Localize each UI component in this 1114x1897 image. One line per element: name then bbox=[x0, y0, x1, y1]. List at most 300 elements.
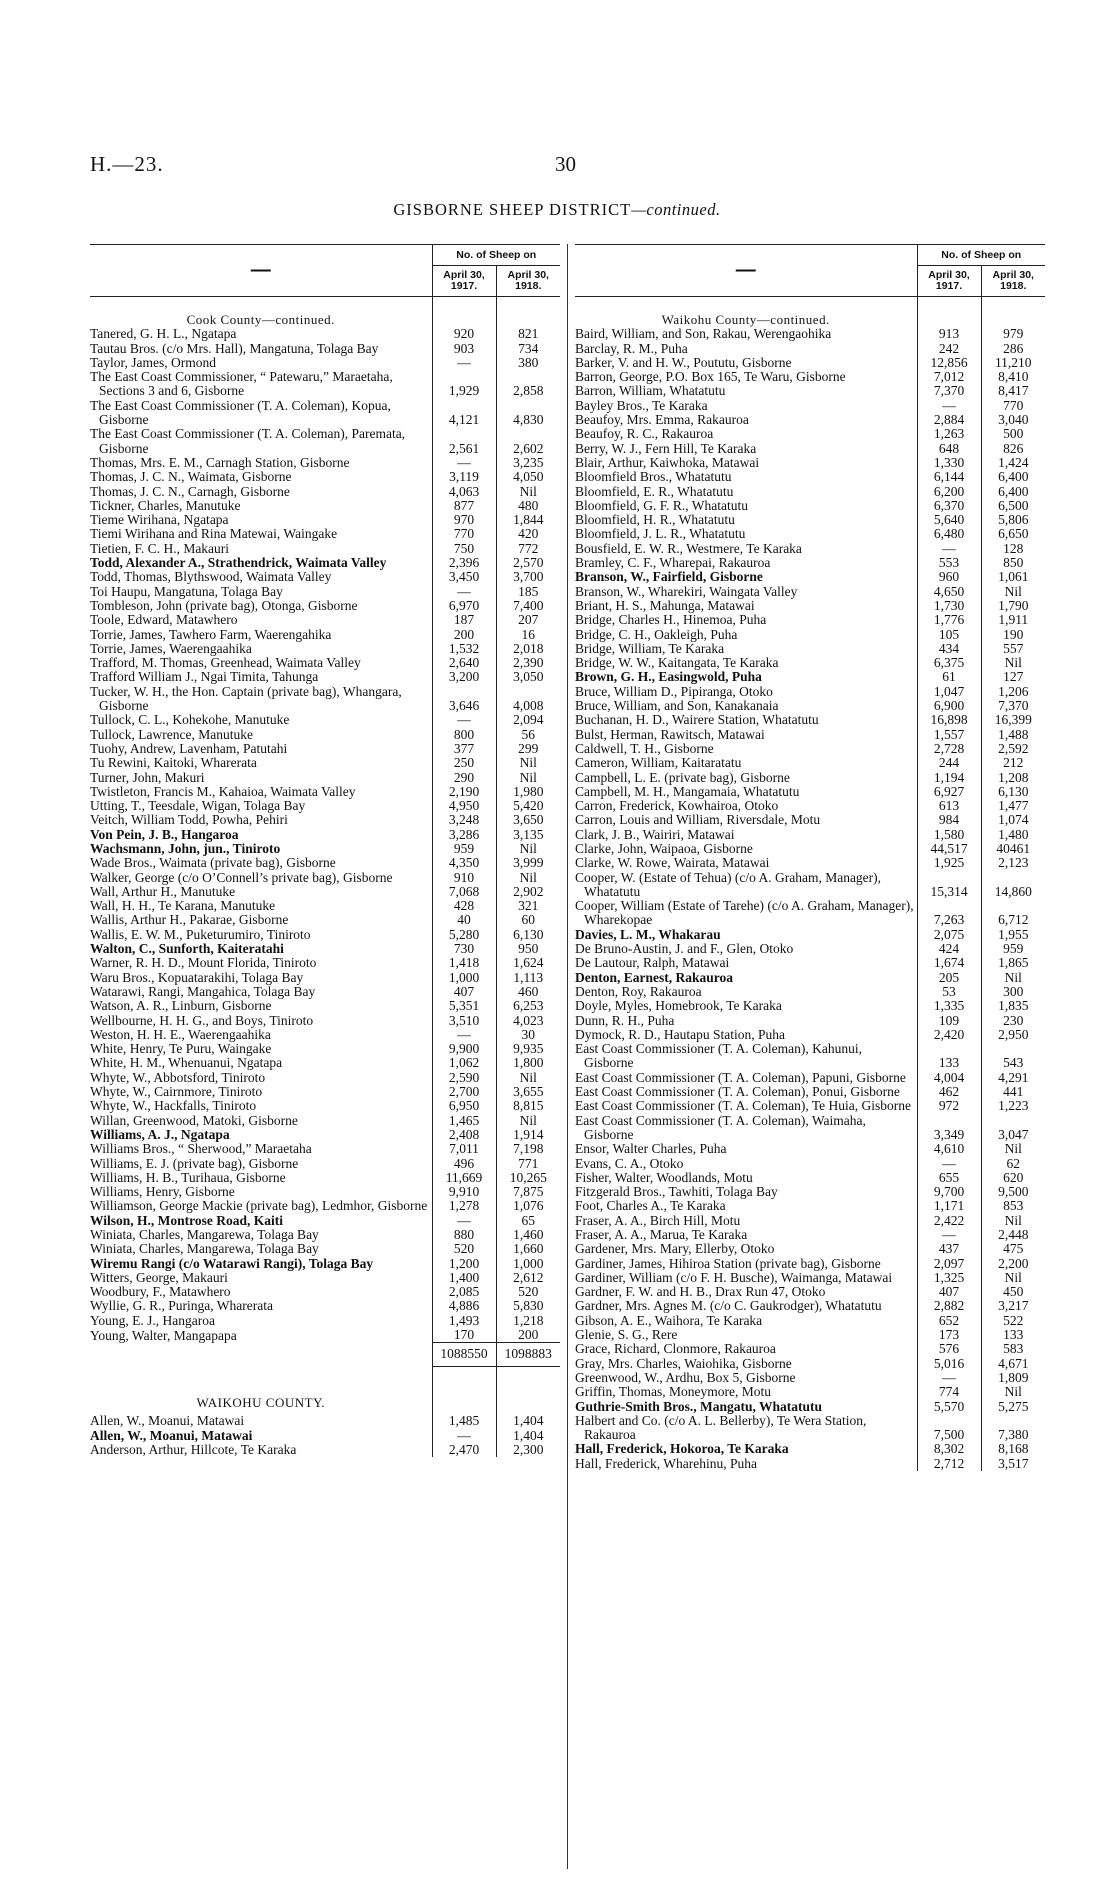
sheep-1918: 380 bbox=[496, 356, 560, 370]
owner-name: Baird, William, and Son, Rakau, Werengaohika bbox=[575, 326, 832, 342]
sheep-1918: 1,460 bbox=[496, 1228, 560, 1242]
sheep-1917: 2,728 bbox=[917, 742, 981, 756]
sheep-1917: 652 bbox=[917, 1314, 981, 1328]
sheep-1918: 420 bbox=[496, 527, 560, 541]
sheep-1918: 1,809 bbox=[981, 1371, 1045, 1385]
total-1917: 1088550 bbox=[432, 1343, 496, 1366]
owner-name: Berry, W. J., Fern Hill, Te Karaka bbox=[575, 440, 757, 456]
sheep-1917: — bbox=[432, 1214, 496, 1228]
sheep-1917: 2,396 bbox=[432, 556, 496, 570]
county-total-row bbox=[90, 1343, 560, 1366]
sheep-1918: 2,570 bbox=[496, 556, 560, 570]
spacer-cell bbox=[496, 297, 560, 328]
table-row bbox=[90, 1443, 560, 1457]
owner-name: Barclay, R. M., Puha bbox=[575, 340, 688, 356]
sheep-1918: 3,047 bbox=[981, 1114, 1045, 1143]
table-row bbox=[90, 499, 560, 513]
spacer-cell bbox=[496, 1366, 560, 1414]
sheep-1918: 770 bbox=[981, 399, 1045, 413]
table-row bbox=[575, 1314, 1045, 1328]
table-row bbox=[90, 785, 560, 799]
owner-name: Ensor, Walter Charles, Puha bbox=[575, 1141, 727, 1157]
sheep-1917: 53 bbox=[917, 985, 981, 999]
sheep-1918: 2,390 bbox=[496, 656, 560, 670]
table-row bbox=[575, 828, 1045, 842]
table-row bbox=[575, 1028, 1045, 1042]
owner-name: Greenwood, W., Ardhu, Box 5, Gisborne bbox=[575, 1369, 796, 1385]
name-column-header: — bbox=[90, 245, 432, 297]
owner-name: Gardner, F. W. and H. B., Drax Run 47, Otoko bbox=[575, 1284, 826, 1300]
table-row bbox=[90, 928, 560, 942]
sheep-1918: 6,253 bbox=[496, 999, 560, 1013]
sheep-1917: 7,263 bbox=[917, 899, 981, 928]
left-column bbox=[90, 244, 560, 1457]
owner-name: Halbert and Co. (c/o A. L. Bellerby), Te Wera Station, Rakauroa bbox=[575, 1412, 867, 1443]
table-row bbox=[575, 527, 1045, 541]
sheep-1917: 613 bbox=[917, 799, 981, 813]
sheep-1918: 6,130 bbox=[981, 785, 1045, 799]
sheep-1917: 5,570 bbox=[917, 1400, 981, 1414]
sheep-1917: 972 bbox=[917, 1099, 981, 1113]
table-row bbox=[90, 642, 560, 656]
table-row bbox=[90, 342, 560, 356]
table-row bbox=[575, 456, 1045, 470]
owner-name: Tullock, Lawrence, Manutuke bbox=[90, 726, 253, 742]
sheep-1917: 1,000 bbox=[432, 971, 496, 985]
sheep-1918: 500 bbox=[981, 427, 1045, 441]
sheep-1918: 1,914 bbox=[496, 1128, 560, 1142]
sheep-1918: 200 bbox=[496, 1328, 560, 1343]
table-row bbox=[90, 1242, 560, 1256]
owner-name: Bulst, Herman, Rawitsch, Matawai bbox=[575, 726, 765, 742]
sheep-1918: 1,835 bbox=[981, 999, 1045, 1013]
sheep-1918: 1,480 bbox=[981, 828, 1045, 842]
table-row bbox=[575, 1371, 1045, 1385]
sheep-1917: 6,927 bbox=[917, 785, 981, 799]
table-row bbox=[575, 1342, 1045, 1356]
year-1917-header: April 30, 1917. bbox=[917, 266, 981, 297]
owner-name: Toi Haupu, Mangatuna, Tolaga Bay bbox=[90, 583, 283, 599]
owner-name: East Coast Commissioner (T. A. Coleman), Waimaha, Gisborne bbox=[575, 1112, 866, 1142]
page-title bbox=[0, 200, 1114, 220]
owner-name: Wilson, H., Montrose Road, Kaiti bbox=[90, 1212, 284, 1228]
table-row bbox=[575, 771, 1045, 785]
sheep-1917: 2,590 bbox=[432, 1071, 496, 1085]
sheep-1918: 557 bbox=[981, 642, 1045, 656]
table-row bbox=[90, 985, 560, 999]
sheep-1917: 913 bbox=[917, 327, 981, 341]
owner-name: Brown, G. H., Easingwold, Puha bbox=[575, 669, 762, 685]
owner-name: Winiata, Charles, Mangarewa, Tolaga Bay bbox=[90, 1227, 319, 1242]
table-row bbox=[575, 728, 1045, 742]
sheep-1917: 434 bbox=[917, 642, 981, 656]
table-row bbox=[90, 1157, 560, 1171]
sheep-1917: 576 bbox=[917, 1342, 981, 1356]
sheep-1917: 1,418 bbox=[432, 956, 496, 970]
sheep-1918: 8,410 bbox=[981, 370, 1045, 384]
owner-name: Branson, W., Fairfield, Gisborne bbox=[575, 569, 763, 585]
table-row bbox=[90, 1314, 560, 1328]
table-row bbox=[90, 956, 560, 970]
sheep-1918: 299 bbox=[496, 742, 560, 756]
owner-name: White, H. M., Whenuanui, Ngatapa bbox=[90, 1055, 283, 1071]
column-divider bbox=[567, 244, 568, 1869]
sheep-1917: 2,422 bbox=[917, 1214, 981, 1228]
sheep-1918: 7,400 bbox=[496, 599, 560, 613]
table-row bbox=[575, 670, 1045, 684]
sheep-1917: 9,910 bbox=[432, 1185, 496, 1199]
sheep-1918: 543 bbox=[981, 1042, 1045, 1071]
table-row bbox=[575, 1214, 1045, 1228]
sheep-1918: 4,023 bbox=[496, 1014, 560, 1028]
owner-name: Weston, H. H. E., Waerengaahika bbox=[90, 1026, 271, 1042]
sheep-1918: 127 bbox=[981, 670, 1045, 684]
sheep-1917: 5,280 bbox=[432, 928, 496, 942]
owner-name: Fitzgerald Bros., Tawhiti, Tolaga Bay bbox=[575, 1184, 778, 1200]
sheep-1918: 3,999 bbox=[496, 856, 560, 870]
sheep-1917: 6,970 bbox=[432, 599, 496, 613]
owner-name: Wyllie, G. R., Puringa, Wharerata bbox=[90, 1298, 274, 1314]
table-row bbox=[575, 642, 1045, 656]
sheep-1917: 12,856 bbox=[917, 356, 981, 370]
table-row bbox=[90, 1328, 560, 1343]
owner-name: Dunn, R. H., Puha bbox=[575, 1012, 675, 1028]
sheep-1917: 6,375 bbox=[917, 656, 981, 670]
owner-name: Todd, Thomas, Blythswood, Waimata Valley bbox=[90, 569, 332, 585]
table-row bbox=[90, 485, 560, 499]
owner-name: Foot, Charles A., Te Karaka bbox=[575, 1198, 726, 1214]
owner-name: Wallis, Arthur H., Pakarae, Gisborne bbox=[90, 912, 289, 928]
table-row bbox=[575, 1285, 1045, 1299]
sheep-1917: 877 bbox=[432, 499, 496, 513]
sheep-1917: 3,200 bbox=[432, 670, 496, 684]
sheep-1918: 734 bbox=[496, 342, 560, 356]
sheep-1917: 8,302 bbox=[917, 1442, 981, 1456]
sheep-1917: 2,700 bbox=[432, 1085, 496, 1099]
table-row bbox=[90, 1199, 560, 1213]
table-row bbox=[90, 1056, 560, 1070]
sheep-1918: 7,380 bbox=[981, 1414, 1045, 1443]
owner-name: Willan, Greenwood, Matoki, Gisborne bbox=[90, 1112, 298, 1128]
table-row bbox=[575, 384, 1045, 398]
table-row bbox=[575, 542, 1045, 556]
table-row bbox=[90, 1042, 560, 1056]
owner-name: Waru Bros., Kopuatarakihi, Tolaga Bay bbox=[90, 969, 304, 985]
table-row bbox=[575, 513, 1045, 527]
sheep-1918: 6,500 bbox=[981, 499, 1045, 513]
sheep-1917: 5,016 bbox=[917, 1357, 981, 1371]
owner-name: Fraser, A. A., Birch Hill, Motu bbox=[575, 1212, 741, 1228]
sheep-1918: 230 bbox=[981, 1014, 1045, 1028]
sheep-1918: 3,040 bbox=[981, 413, 1045, 427]
table-row bbox=[90, 756, 560, 770]
owner-name: Wachsmann, John, jun., Tiniroto bbox=[90, 840, 281, 856]
sheep-1918: Nil bbox=[981, 585, 1045, 599]
sheep-1918: 7,370 bbox=[981, 699, 1045, 713]
table-row bbox=[575, 1157, 1045, 1171]
sheep-1917: 290 bbox=[432, 771, 496, 785]
sheep-1917: 133 bbox=[917, 1042, 981, 1071]
owner-name: Gardiner, William (c/o F. H. Busche), Waimanga, Matawai bbox=[575, 1269, 893, 1285]
sheep-1917: 496 bbox=[432, 1157, 496, 1171]
spacer-cell bbox=[981, 297, 1045, 328]
owner-name: Denton, Earnest, Rakauroa bbox=[575, 969, 734, 985]
sheep-1918: Nil bbox=[496, 871, 560, 885]
sheep-1918: 2,123 bbox=[981, 856, 1045, 870]
sheep-1917: 1,485 bbox=[432, 1414, 496, 1428]
sheep-1917: 40 bbox=[432, 913, 496, 927]
sheep-1917: 9,900 bbox=[432, 1042, 496, 1056]
owner-name: Wiremu Rangi (c/o Watarawi Rangi), Tolaga Bay bbox=[90, 1255, 374, 1271]
owner-name: Wellbourne, H. H. G., and Boys, Tiniroto bbox=[90, 1012, 314, 1028]
sheep-1917: 6,370 bbox=[917, 499, 981, 513]
sheep-1917: 1,925 bbox=[917, 856, 981, 870]
sheep-1918: 133 bbox=[981, 1328, 1045, 1342]
table-row bbox=[575, 1271, 1045, 1285]
sheep-1917: 1,557 bbox=[917, 728, 981, 742]
owner-name: Barron, William, Whatatutu bbox=[575, 383, 726, 399]
owner-name: Fraser, A. A., Marua, Te Karaka bbox=[575, 1227, 748, 1242]
sheep-1917: 920 bbox=[432, 327, 496, 341]
sheep-1917: 960 bbox=[917, 570, 981, 584]
title-suffix: —continued. bbox=[631, 200, 721, 219]
owner-name: Tu Rewini, Kaitoki, Wharerata bbox=[90, 755, 257, 771]
sheep-1917: 7,068 bbox=[432, 885, 496, 899]
table-row bbox=[90, 713, 560, 727]
sheep-1917: — bbox=[917, 1157, 981, 1171]
sheep-1918: Nil bbox=[496, 771, 560, 785]
table-row bbox=[90, 842, 560, 856]
right-table-body bbox=[575, 297, 1045, 1472]
sheep-1917: 1,493 bbox=[432, 1314, 496, 1328]
table-row bbox=[90, 828, 560, 842]
sheep-1917: 770 bbox=[432, 527, 496, 541]
sheep-1918: 2,858 bbox=[496, 370, 560, 399]
sheep-1918: 8,417 bbox=[981, 384, 1045, 398]
sheep-1917: 7,012 bbox=[917, 370, 981, 384]
sheep-1918: 2,950 bbox=[981, 1028, 1045, 1042]
table-row bbox=[575, 1299, 1045, 1313]
sheep-1918: 16 bbox=[496, 628, 560, 642]
sheep-1918: 1,865 bbox=[981, 956, 1045, 970]
owner-name: Bruce, William D., Pipiranga, Otoko bbox=[575, 683, 773, 699]
sheep-1917: 109 bbox=[917, 1014, 981, 1028]
owner-name: Veitch, William Todd, Powha, Pehiri bbox=[90, 812, 288, 828]
sheep-1917: 5,640 bbox=[917, 513, 981, 527]
sheep-1917: 428 bbox=[432, 899, 496, 913]
sheep-1918: 3,135 bbox=[496, 828, 560, 842]
sheep-1918: 853 bbox=[981, 1199, 1045, 1213]
sheep-1917: 3,450 bbox=[432, 570, 496, 584]
table-row bbox=[575, 413, 1045, 427]
sheep-1918: 3,217 bbox=[981, 1299, 1045, 1313]
owner-name: Tietien, F. C. H., Makauri bbox=[90, 540, 230, 556]
owner-name: Bruce, William, and Son, Kanakanaia bbox=[575, 698, 779, 714]
sheep-1918: 40461 bbox=[981, 842, 1045, 856]
sheep-1917: 3,510 bbox=[432, 1014, 496, 1028]
sheep-1917: — bbox=[432, 456, 496, 470]
owner-name: Toole, Edward, Matawhero bbox=[90, 612, 238, 628]
sheep-1917: 1,335 bbox=[917, 999, 981, 1013]
owner-name: Williams Bros., “ Sherwood,” Maraetaha bbox=[90, 1141, 312, 1157]
table-row bbox=[90, 799, 560, 813]
spacer-cell bbox=[432, 297, 496, 328]
owner-name: Thomas, Mrs. E. M., Carnagh Station, Gisborne bbox=[90, 454, 350, 470]
owner-name: Todd, Alexander A., Strathendrick, Waimata Valley bbox=[90, 555, 387, 571]
sheep-1918: 62 bbox=[981, 1157, 1045, 1171]
sheep-1918: 2,200 bbox=[981, 1257, 1045, 1271]
sheep-1918: 1,074 bbox=[981, 813, 1045, 827]
table-row bbox=[90, 856, 560, 870]
table-row bbox=[575, 1442, 1045, 1456]
title-main: GISBORNE SHEEP DISTRICT bbox=[393, 200, 632, 219]
sheep-1917: 2,561 bbox=[432, 427, 496, 456]
sheep-1917: 2,420 bbox=[917, 1028, 981, 1042]
sheep-1917: 2,408 bbox=[432, 1128, 496, 1142]
sheep-1918: 6,400 bbox=[981, 485, 1045, 499]
sheep-1918: 286 bbox=[981, 342, 1045, 356]
owner-name: East Coast Commissioner (T. A. Coleman), Papuni, Gisborne bbox=[575, 1069, 906, 1085]
sheep-1918: Nil bbox=[496, 1071, 560, 1085]
sheep-1917: 750 bbox=[432, 542, 496, 556]
owner-name: Gray, Mrs. Charles, Waiohika, Gisborne bbox=[575, 1355, 792, 1371]
owner-name: Davies, L. M., Whakarau bbox=[575, 926, 721, 942]
owner-name: Campbell, L. E. (private bag), Gisborne bbox=[575, 769, 790, 785]
sheep-1917: 11,669 bbox=[432, 1171, 496, 1185]
owner-name: Cooper, W. (Estate of Tehua) (c/o A. Graham, Manager), Whatatutu bbox=[575, 869, 882, 899]
table-row bbox=[575, 1114, 1045, 1143]
table-row bbox=[575, 1199, 1045, 1213]
section-heading-text: Cook County—continued. bbox=[186, 312, 335, 327]
table-row bbox=[575, 599, 1045, 613]
section-heading bbox=[90, 297, 560, 328]
owner-name: Tucker, W. H., the Hon. Captain (private bag), Whangara, Gisborne bbox=[90, 683, 402, 714]
owner-name: Whyte, W., Cairnmore, Tiniroto bbox=[90, 1084, 263, 1100]
sheep-1917: 170 bbox=[432, 1328, 496, 1343]
sheep-1918: 4,050 bbox=[496, 470, 560, 484]
table-row bbox=[575, 971, 1045, 985]
table-row bbox=[90, 1085, 560, 1099]
owner-name: Williams, E. J. (private bag), Gisborne bbox=[90, 1155, 299, 1171]
table-row bbox=[575, 1357, 1045, 1371]
table-row bbox=[90, 1171, 560, 1185]
sheep-1918: 950 bbox=[496, 942, 560, 956]
sheep-1917: 3,286 bbox=[432, 828, 496, 842]
sheep-1917: 774 bbox=[917, 1385, 981, 1399]
owner-name: Allen, W., Moanui, Matawai bbox=[90, 1413, 245, 1429]
sheep-1917: — bbox=[917, 542, 981, 556]
owner-name: Cooper, William (Estate of Tarehe) (c/o A. Graham, Manager), Wharekopae bbox=[575, 898, 914, 928]
sheep-1918: Nil bbox=[981, 1271, 1045, 1285]
table-row bbox=[90, 613, 560, 627]
sheep-1918: 4,291 bbox=[981, 1071, 1045, 1085]
sheep-1917: 2,640 bbox=[432, 656, 496, 670]
owner-name: Thomas, J. C. N., Waimata, Gisborne bbox=[90, 469, 292, 485]
sheep-1918: 16,399 bbox=[981, 713, 1045, 727]
owner-name: The East Coast Commissioner (T. A. Coleman), Kopua, Gisborne bbox=[90, 397, 391, 428]
sheep-1917: 407 bbox=[917, 1285, 981, 1299]
sheep-1917: 437 bbox=[917, 1242, 981, 1256]
owner-name: Bousfield, E. W. R., Westmere, Te Karaka bbox=[575, 540, 802, 556]
sheep-1918: 1,800 bbox=[496, 1056, 560, 1070]
sheep-1918: 620 bbox=[981, 1171, 1045, 1185]
sheep-1917: 200 bbox=[432, 628, 496, 642]
owner-name: Bloomfield, G. F. R., Whatatutu bbox=[575, 497, 749, 513]
table-row bbox=[575, 556, 1045, 570]
table-row bbox=[575, 656, 1045, 670]
table-row bbox=[90, 728, 560, 742]
owner-name: Glenie, S. G., Rere bbox=[575, 1327, 678, 1343]
table-row bbox=[575, 813, 1045, 827]
owner-name: Buchanan, H. D., Wairere Station, Whatatutu bbox=[575, 712, 819, 728]
sheep-1918: 2,018 bbox=[496, 642, 560, 656]
owner-name: Barron, George, P.O. Box 165, Te Waru, Gisborne bbox=[575, 369, 846, 385]
sheep-1917: 187 bbox=[432, 613, 496, 627]
sheep-1917: — bbox=[917, 399, 981, 413]
sheep-1918: 4,830 bbox=[496, 399, 560, 428]
table-row bbox=[575, 799, 1045, 813]
owner-name: Beaufoy, Mrs. Emma, Rakauroa bbox=[575, 412, 749, 428]
year-1918-header: April 30, 1918. bbox=[981, 266, 1045, 297]
table-row bbox=[575, 985, 1045, 999]
sheep-1918: 8,168 bbox=[981, 1442, 1045, 1456]
sheep-1918: Nil bbox=[496, 1114, 560, 1128]
sheep-1918: 1,000 bbox=[496, 1257, 560, 1271]
table-row bbox=[90, 771, 560, 785]
sheep-1918: 1,424 bbox=[981, 456, 1045, 470]
sheep-1917: 6,200 bbox=[917, 485, 981, 499]
owner-name: Williams, H. B., Turihaua, Gisborne bbox=[90, 1169, 286, 1185]
owner-name: Caldwell, T. H., Gisborne bbox=[575, 740, 714, 756]
table-row bbox=[575, 585, 1045, 599]
table-row bbox=[575, 999, 1045, 1013]
table-row bbox=[90, 527, 560, 541]
sheep-1918: Nil bbox=[981, 1142, 1045, 1156]
table-row bbox=[90, 470, 560, 484]
sheep-1918: 450 bbox=[981, 1285, 1045, 1299]
owner-name: Tickner, Charles, Manutuke bbox=[90, 497, 241, 513]
sheep-1917: 800 bbox=[432, 728, 496, 742]
table-row bbox=[575, 785, 1045, 799]
owner-name: Griffin, Thomas, Moneymore, Motu bbox=[575, 1384, 771, 1400]
sheep-1917: 16,898 bbox=[917, 713, 981, 727]
owner-name: Torrie, James, Waerengaahika bbox=[90, 640, 252, 656]
table-row bbox=[575, 1142, 1045, 1156]
table-row bbox=[575, 871, 1045, 900]
owner-name: Anderson, Arthur, Hillcote, Te Karaka bbox=[90, 1442, 297, 1458]
sheep-1917: 1,062 bbox=[432, 1056, 496, 1070]
owner-name: Bramley, C. F., Wharepai, Rakauroa bbox=[575, 555, 771, 571]
owner-name: Williams, Henry, Gisborne bbox=[90, 1184, 235, 1200]
sheep-1918: 7,198 bbox=[496, 1142, 560, 1156]
owner-name: The East Coast Commissioner, “ Patewaru,” Maraetaha, Sections 3 and 6, Gisborne bbox=[90, 369, 393, 399]
table-row bbox=[575, 1085, 1045, 1099]
owner-name: Young, E. J., Hangaroa bbox=[90, 1312, 215, 1328]
owner-name: Bridge, W. W., Kaitangata, Te Karaka bbox=[575, 655, 779, 671]
sheep-1918: 480 bbox=[496, 499, 560, 513]
owner-name: Barker, V. and H. W., Poututu, Gisborne bbox=[575, 354, 792, 370]
owner-name: Williamson, George Mackie (private bag), Ledmhor, Gisborne bbox=[90, 1198, 428, 1214]
sheep-1917: 903 bbox=[432, 342, 496, 356]
table-row bbox=[90, 1228, 560, 1242]
table-row bbox=[575, 1385, 1045, 1399]
sheep-1918: 190 bbox=[981, 628, 1045, 642]
sheep-1918: 56 bbox=[496, 728, 560, 742]
table-row bbox=[575, 356, 1045, 370]
table-row bbox=[575, 942, 1045, 956]
sheep-1918: Nil bbox=[981, 1214, 1045, 1228]
owner-name: Utting, T., Teesdale, Wigan, Tolaga Bay bbox=[90, 798, 306, 814]
